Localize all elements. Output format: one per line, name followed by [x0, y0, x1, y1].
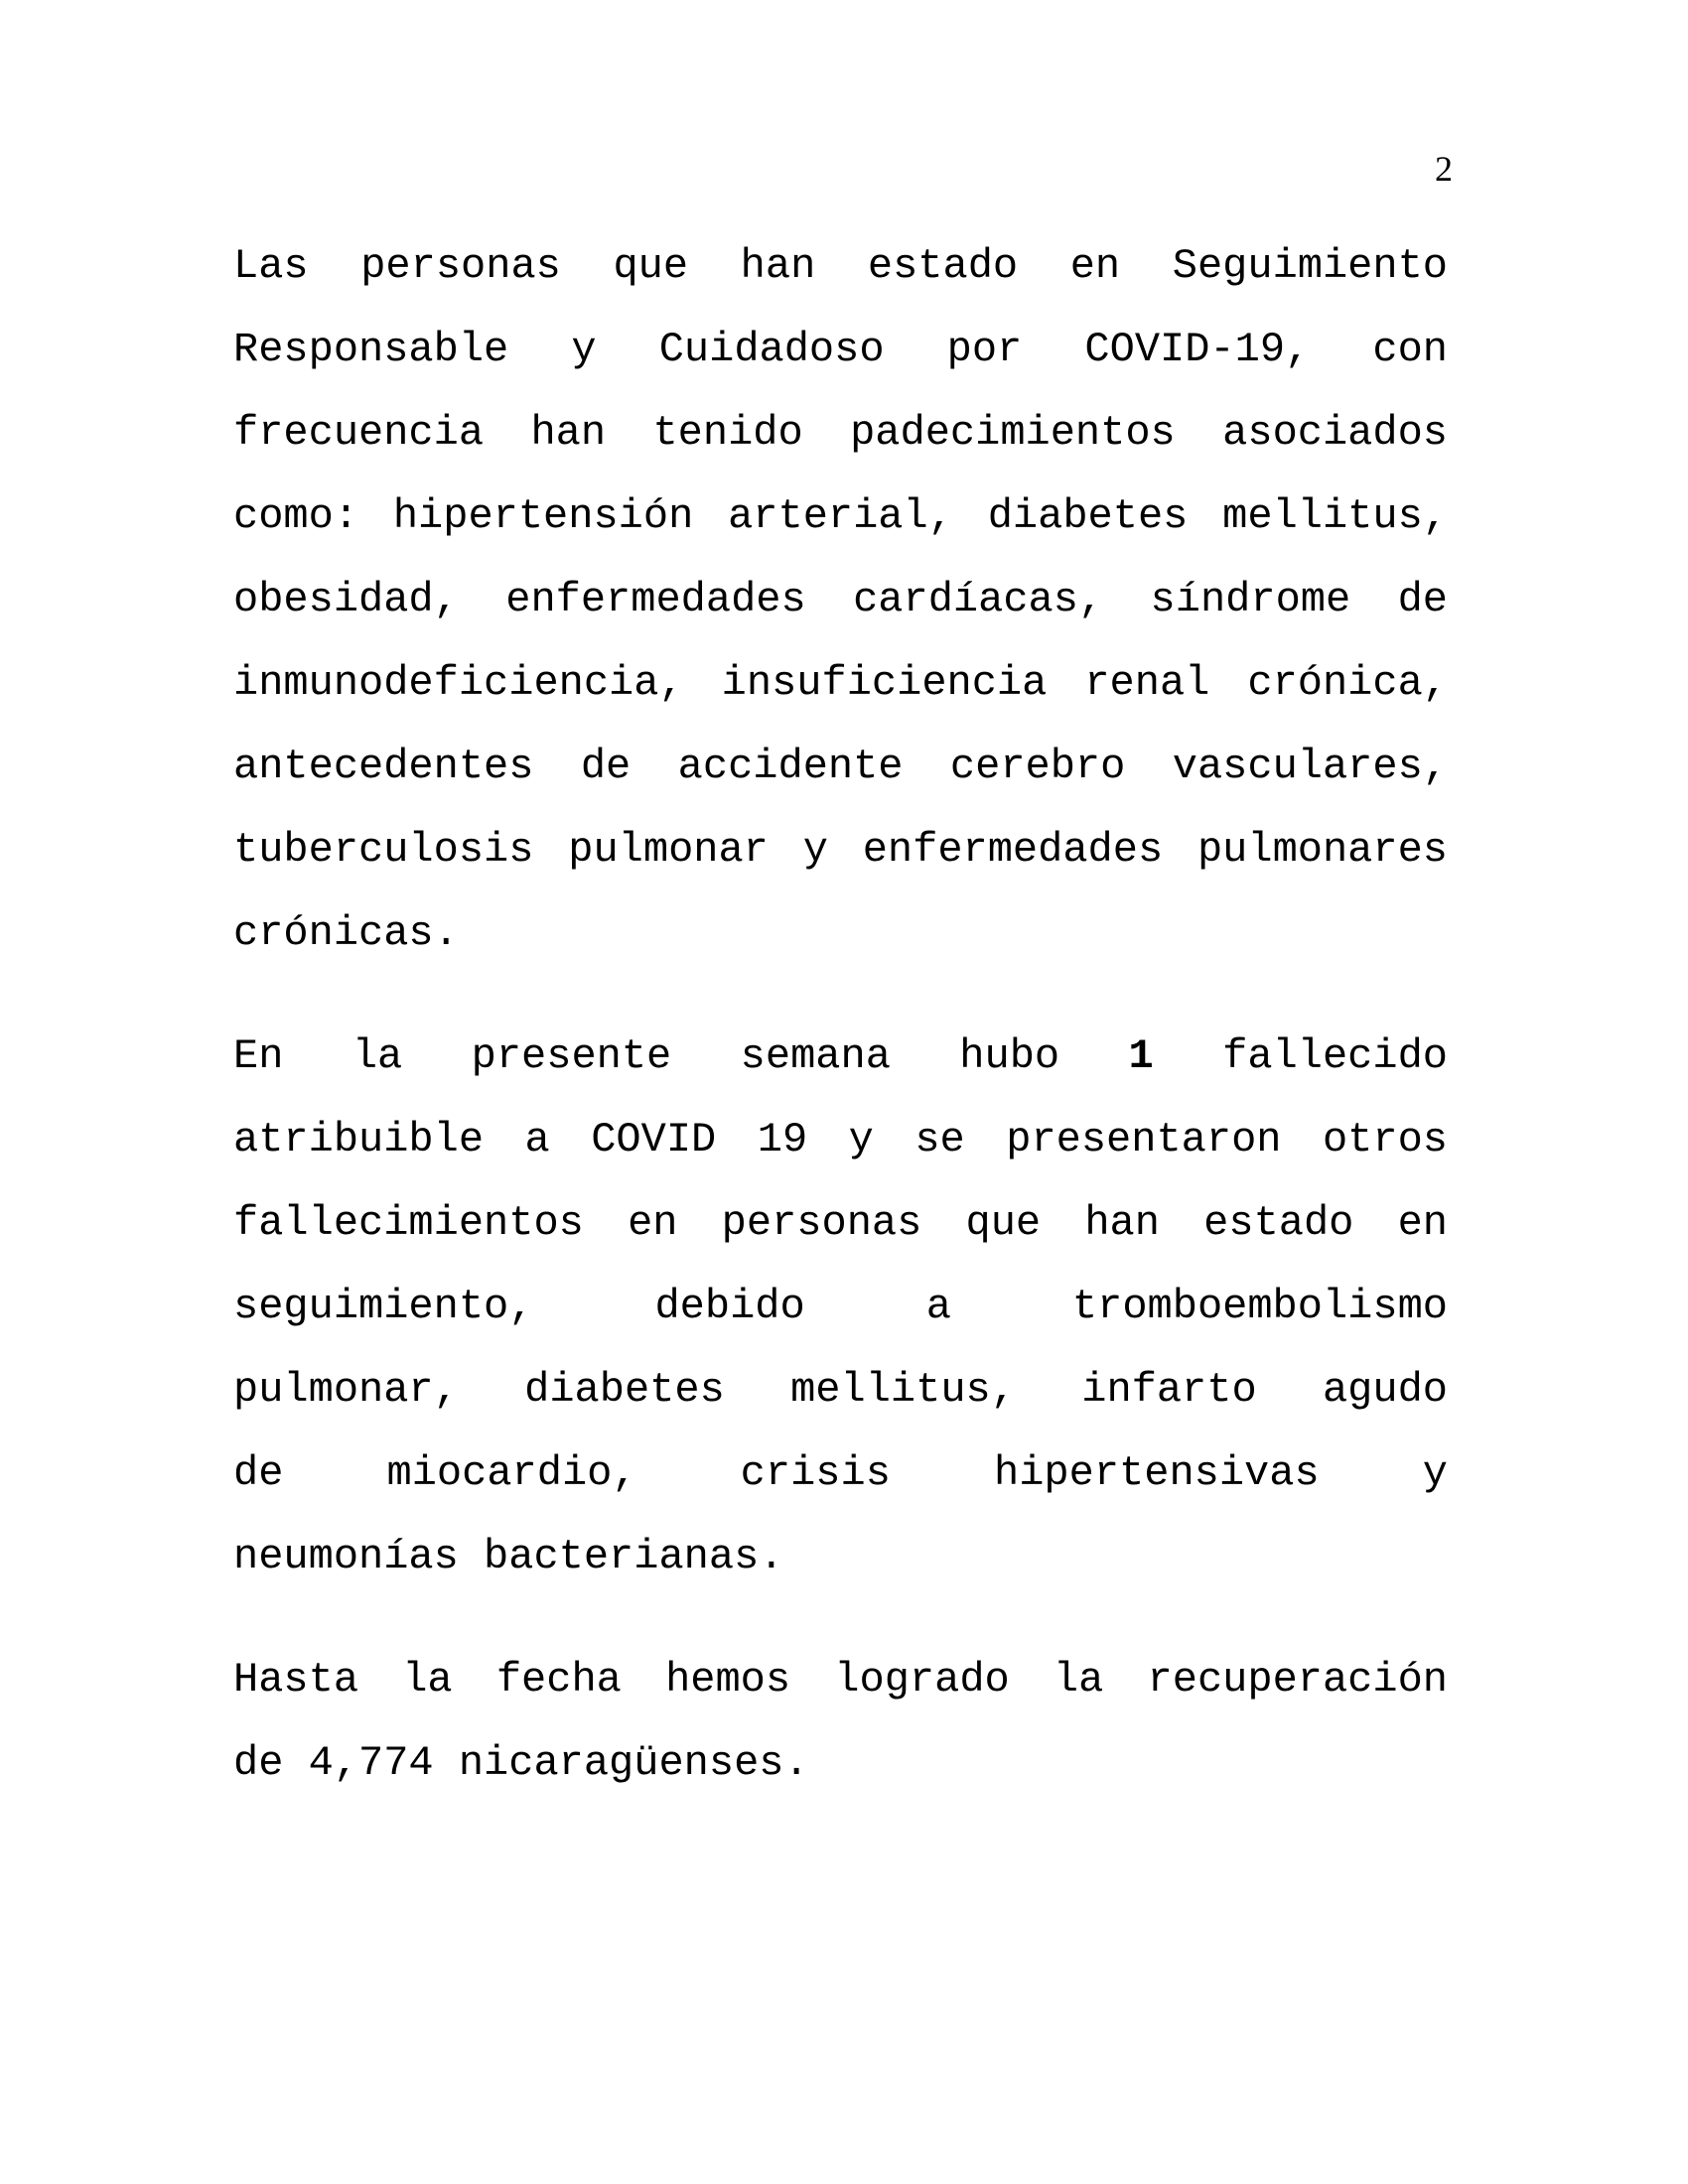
text-line	[233, 1265, 1448, 1348]
text-run: seguimiento, debido a tromboembolismo	[233, 1283, 1448, 1330]
text-run: como: hipertensión arterial, diabetes mellitus,	[233, 492, 1448, 540]
text-line	[233, 1098, 1448, 1181]
text-line	[233, 475, 1448, 558]
text-line	[233, 1432, 1448, 1515]
text-run: fallecido	[1153, 1032, 1448, 1080]
text-run: de 4,774 nicaragüenses.	[233, 1739, 809, 1787]
text-line	[233, 308, 1448, 391]
text-run: crónicas.	[233, 909, 459, 957]
text-line	[233, 558, 1448, 641]
text-line	[233, 725, 1448, 808]
text-line	[233, 641, 1448, 725]
text-line	[233, 808, 1448, 891]
text-run: obesidad, enfermedades cardíacas, síndrome de	[233, 576, 1448, 623]
text-run: pulmonar, diabetes mellitus, infarto agudo	[233, 1366, 1448, 1414]
paragraph-3	[233, 1638, 1448, 1805]
text-line	[233, 1348, 1448, 1432]
text-line	[233, 1721, 1448, 1805]
text-run: Responsable y Cuidadoso por COVID-19, con	[233, 326, 1448, 373]
text-run: de miocardio, crisis hipertensivas y	[233, 1449, 1448, 1497]
text-line	[233, 1515, 1448, 1598]
text-line	[233, 224, 1448, 308]
paragraph-2	[233, 1015, 1448, 1598]
page-number: 2	[1435, 149, 1453, 189]
text-run: neumonías bacterianas.	[233, 1533, 784, 1580]
paragraph-1	[233, 224, 1448, 975]
fatality-count-bold: 1	[1128, 1032, 1154, 1080]
text-line	[233, 891, 1448, 975]
text-run: antecedentes de accidente cerebro vasculares,	[233, 743, 1448, 790]
text-run: tuberculosis pulmonar y enfermedades pulmonares	[233, 826, 1448, 874]
text-run: inmunodeficiencia, insuficiencia renal crónica,	[233, 659, 1448, 707]
text-run: frecuencia han tenido padecimientos asociados	[233, 409, 1448, 457]
text-line	[233, 1181, 1448, 1265]
text-run: atribuible a COVID 19 y se presentaron otros	[233, 1116, 1448, 1163]
text-line	[233, 1015, 1448, 1098]
text-line	[233, 391, 1448, 475]
document-body	[233, 224, 1448, 1805]
text-run: En la presente semana hubo	[233, 1032, 1129, 1080]
text-run: Hasta la fecha hemos logrado la recuperación	[233, 1656, 1448, 1704]
text-run: fallecimientos en personas que han estado en	[233, 1199, 1448, 1247]
text-run: Las personas que han estado en Seguimiento	[233, 242, 1448, 290]
text-line	[233, 1638, 1448, 1721]
